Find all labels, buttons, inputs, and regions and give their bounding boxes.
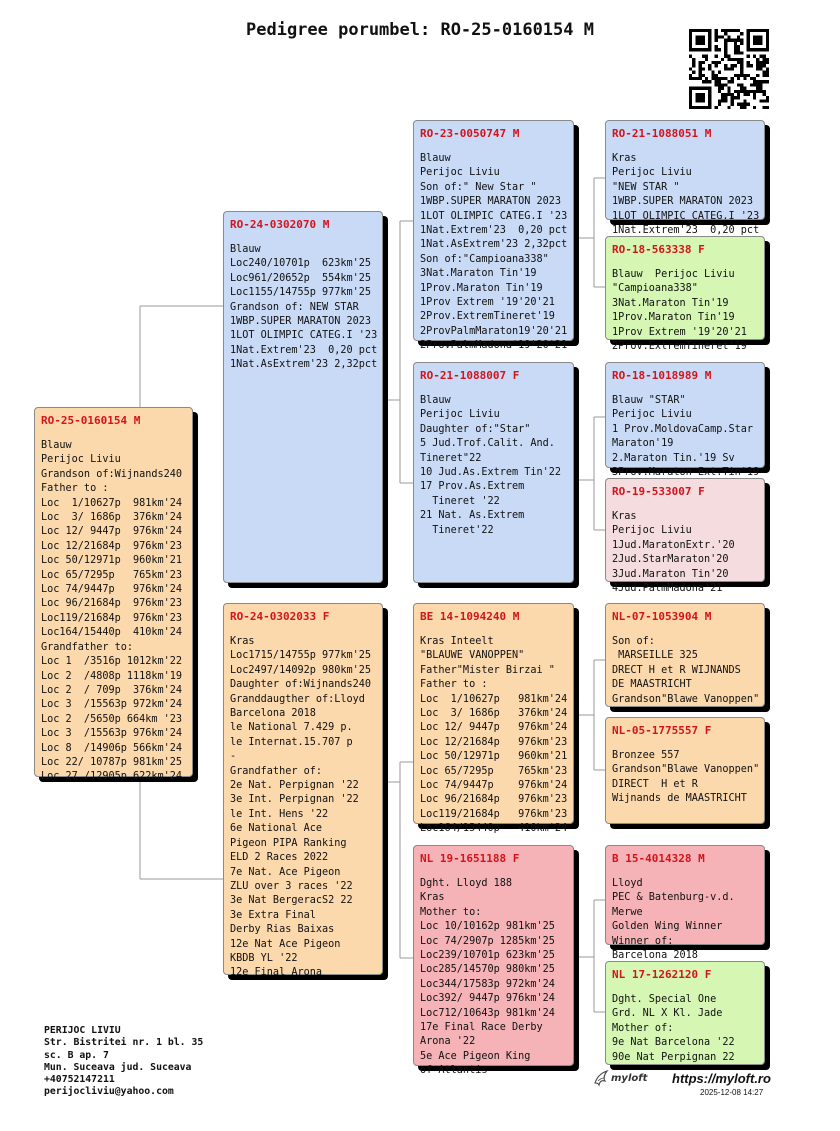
card-line: Grandson"Blawe Vanoppen" <box>612 764 760 776</box>
card-line: Daughter of:Wijnands240 <box>230 679 372 691</box>
card-line: 1Prov.Maraton Tin'19 <box>420 282 543 294</box>
card-line: Mother to: <box>420 906 482 918</box>
card-line: Blauw <box>41 440 72 451</box>
card-line: Wijnands de MAASTRICHT <box>612 793 747 805</box>
card-line: Loc 3/ 1686p 376km'24 <box>420 708 568 720</box>
card-line: Grandson"Blawe Vanoppen" <box>612 693 760 705</box>
card-sire-sire-sire[interactable] <box>605 120 765 237</box>
card-line: le Internat.15.707 p <box>230 736 353 748</box>
card-line: 1Prov.Maraton Tin'19 <box>612 312 735 324</box>
card-sire-sire-dam[interactable] <box>605 236 765 353</box>
card-line: Blauw Perijoc Liviu <box>612 269 735 280</box>
card-dam-sire[interactable] <box>413 603 574 835</box>
card-line: Father"Mister Birzai " <box>420 664 555 676</box>
card-line: 3e Int. Perpignan '22 <box>230 794 359 806</box>
card-line: Perijoc Liviu <box>612 525 692 537</box>
card-line: Kras <box>612 153 637 164</box>
card-line: 2e Nat. Perpignan '22 <box>230 780 359 792</box>
card-dam-dam[interactable] <box>413 845 574 1077</box>
card-line: 12e Final Arona <box>230 967 323 979</box>
card-dam-sire-dam[interactable] <box>605 717 765 824</box>
card-line: Loc 65/7295p 765km'23 <box>41 569 183 581</box>
card-line: 1LOT OLIMPIC CATEG.I '23 <box>612 210 760 222</box>
card-line: Loc 27 /12905p 622km'24 <box>41 771 183 783</box>
card-line: 1WBP.SUPER MARATON 2023 <box>230 316 372 328</box>
card-line: Granddaugther of:Lloyd <box>230 693 365 705</box>
owner-address <box>44 1025 203 1099</box>
card-line: Loc164/15440p 410km'24 <box>420 823 568 835</box>
ring-id: NL-05-1775557 F <box>612 724 712 737</box>
card-line: Blauw "STAR" <box>612 395 686 406</box>
card-line: Mother of: <box>612 1022 674 1034</box>
card-line: 1Nat.AsExtrem'23 2,32pct <box>230 359 378 371</box>
card-line: Loc392/ 9447p 976km'24 <box>420 993 555 1005</box>
card-dam-dam-sire[interactable] <box>605 845 765 962</box>
card-line: 3Nat.Maraton Tin'19 <box>612 297 729 309</box>
pigeon-logo-icon <box>593 1069 609 1087</box>
card-sire-dam-sire[interactable] <box>605 362 765 479</box>
card-line: le National 7.429 p. <box>230 722 353 734</box>
card-line: 3e Extra Final <box>230 909 316 921</box>
owner-line: Mun. Suceava jud. Suceava <box>44 1061 192 1073</box>
owner-line[interactable]: perijocliviu@yahoo.com <box>44 1086 174 1098</box>
card-line: Loc 96/21684p 976km'23 <box>420 794 568 806</box>
card-line: Loc 1/10627p 981km'24 <box>420 693 568 705</box>
card-line: Loc 12/ 9447p 976km'24 <box>420 722 568 734</box>
card-line: Loc2497/14092p 980km'25 <box>230 664 372 676</box>
card-line: Loc164/15440p 410km'24 <box>41 627 183 639</box>
card-sire-dam-dam[interactable] <box>605 478 765 595</box>
card-line: Loc 74/2907p 1285km'25 <box>420 935 555 947</box>
card-line: Loc 3/ 1686p 376km'24 <box>41 512 183 524</box>
ring-id: NL 17-1262120 F <box>612 968 712 981</box>
ring-id: RO-24-0302070 M <box>230 218 330 231</box>
card-line: Lloyd <box>612 878 643 889</box>
card-line: Loc 1 /3516p 1012km'22 <box>41 656 183 668</box>
card-line: Grandson of:Wijnands240 <box>41 468 183 480</box>
card-line: ELD 2 Races 2022 <box>230 852 329 864</box>
card-line: of Atlantis <box>420 1065 488 1077</box>
card-line: Loc 1/10627p 981km'24 <box>41 497 183 509</box>
card-line: 5e Ace Pigeon King <box>420 1050 531 1062</box>
page-title: Pedigree porumbel: RO-25-0160154 M <box>246 20 594 40</box>
card-sire[interactable] <box>223 211 383 583</box>
card-line: Perijoc Liviu <box>420 409 500 421</box>
card-line: Loc 2 /5650p 664km '23 <box>41 713 183 725</box>
ring-id: RO-21-1088007 F <box>420 369 520 382</box>
ring-id: RO-24-0302033 F <box>230 610 330 623</box>
card-line: Tineret'22 <box>420 524 494 536</box>
card-line: 1Nat.Extrem'23 0,20 pct <box>612 225 760 237</box>
card-line: Loc 12/21684p 976km'23 <box>420 736 568 748</box>
card-line: Perijoc Liviu <box>612 409 692 421</box>
card-line: Grd. NL X Kl. Jade <box>612 1008 723 1020</box>
card-line: 1WBP.SUPER MARATON 2023 <box>612 196 754 208</box>
card-line: 3Jud.Maraton Tin'20 <box>612 568 729 580</box>
card-line: Bronzee 557 <box>612 750 680 761</box>
card-line: 1LOT OLIMPIC CATEG.I '23 <box>230 330 378 342</box>
card-line: 6e National Ace <box>230 823 323 835</box>
card-line: Daughter of:"Star" <box>420 423 531 435</box>
card-line: Son of: <box>612 636 655 647</box>
card-line: 1Prov Extrem '19'20'21 <box>420 297 555 309</box>
card-line: 1Nat.Extrem'23 0,20 pct <box>230 344 378 356</box>
card-sire-dam[interactable] <box>413 362 574 583</box>
card-line: Loc 3 /15563p 976km'24 <box>41 728 183 740</box>
owner-line: +40752147211 <box>44 1074 115 1086</box>
myloft-logo[interactable] <box>593 1069 647 1087</box>
card-line: 3Prov.Maraton Ext.Tin'19 <box>612 467 760 479</box>
card-line: le Int. Hens '22 <box>230 808 329 820</box>
card-line: Grandfather of: <box>230 765 323 777</box>
ring-id: RO-19-533007 F <box>612 485 705 498</box>
card-line: Perijoc Liviu <box>41 454 121 466</box>
card-line: Loc 74/9447p 976km'24 <box>420 780 568 792</box>
card-line: 1Prov Extrem '19'20'21 <box>612 326 747 338</box>
card-line: Loc239/10701p 623km'25 <box>420 950 555 962</box>
card-line: 9e Nat Barcelona '22 <box>612 1037 735 1049</box>
card-line: 7e Nat. Ace Pigeon <box>230 866 341 878</box>
owner-line: PERIJOC LIVIU <box>44 1025 121 1036</box>
card-line: 3e Nat BergeracS2 22 <box>230 895 353 907</box>
ring-id: RO-23-0050747 M <box>420 127 520 140</box>
logo-text: myloft <box>611 1072 648 1084</box>
card-dam[interactable] <box>223 603 383 979</box>
card-line: 90e Nat Perpignan 22 <box>612 1051 735 1063</box>
card-line: Loc 50/12971p 960km'21 <box>420 751 568 763</box>
card-line: 2Jud.StarMaraton'20 <box>612 554 729 566</box>
card-line: 17 Prov.As.Extrem <box>420 481 525 493</box>
card-line: 2ProvPalmMaraton19'20'21 <box>420 325 568 337</box>
ring-id: RO-18-563338 F <box>612 243 705 256</box>
card-line: Loc 96/21684p 976km'23 <box>41 598 183 610</box>
ring-id: RO-21-1088051 M <box>612 127 712 140</box>
card-subject[interactable] <box>34 407 193 783</box>
card-line: DIRECT H et R <box>612 778 698 790</box>
card-line: 2Prov.ExtremTineret'19 <box>612 341 747 353</box>
card-line: 12e Nat Ace Pigeon <box>230 938 341 950</box>
card-line: Loc 2 /4808p 1118km'19 <box>41 670 183 682</box>
card-line: Loc 22/ 10787p 981km'25 <box>41 756 183 768</box>
card-line: Grandson of: NEW STAR <box>230 301 359 313</box>
card-dam-sire-sire[interactable] <box>605 603 765 707</box>
card-line: 21 Nat. As.Extrem <box>420 510 525 522</box>
card-line: Loc1155/14755p 977km'25 <box>230 287 372 299</box>
ring-id: BE 14-1094240 M <box>420 610 520 623</box>
card-line: Loc240/10701p 623km'25 <box>230 258 372 270</box>
card-line: 1Nat.Extrem'23 0,20 pct <box>420 225 568 237</box>
ring-id: B 15-4014328 M <box>612 852 705 865</box>
card-sire-sire[interactable] <box>413 120 574 352</box>
ring-id: NL-07-1053904 M <box>612 610 712 623</box>
card-line: - <box>230 751 237 763</box>
ring-id: RO-25-0160154 M <box>41 414 141 427</box>
card-line: Loc 8 /14906p 566km'24 <box>41 742 183 754</box>
card-line: Loc1715/14755p 977km'25 <box>230 650 372 662</box>
card-line: 17e Final Race Derby <box>420 1022 543 1034</box>
card-line: Loc 74/9447p 976km'24 <box>41 584 183 596</box>
card-line: Loc961/20652p 554km'25 <box>230 272 372 284</box>
owner-line: Str. Bistritei nr. 1 bl. 35 <box>44 1037 204 1049</box>
card-line: Maraton'19 <box>612 438 674 450</box>
card-line: 1 Prov.MoldovaCamp.Star <box>612 423 754 435</box>
timestamp: 2025-12-08 14:27 <box>700 1088 764 1097</box>
card-line: 5 Jud.Trof.Calit. And. <box>420 438 555 450</box>
card-line: Arona '22 <box>420 1036 476 1048</box>
card-line: Loc119/21684p 976km'23 <box>420 808 568 820</box>
card-line: PEC & Batenburg-v.d. <box>612 892 735 904</box>
card-line: Blauw <box>420 395 451 406</box>
card-line: DRECT H et R WIJNANDS <box>612 664 741 676</box>
card-line: Kras <box>420 892 445 904</box>
owner-line: sc. B ap. 7 <box>44 1049 109 1061</box>
card-line: Winner of: <box>612 935 674 947</box>
card-line: Loc 2 / 709p 376km'24 <box>41 684 183 696</box>
card-line: 1WBP.SUPER MARATON 2023 <box>420 196 562 208</box>
card-line: Loc 12/21684p 976km'23 <box>41 540 183 552</box>
card-line: 10 Jud.As.Extrem Tin'22 <box>420 467 562 479</box>
card-dam-dam-dam[interactable] <box>605 961 765 1065</box>
card-line: Son of:"Campioana338" <box>420 253 549 265</box>
card-line: 1LOT OLIMPIC CATEG.I '23 <box>420 210 568 222</box>
card-line: Loc 12/ 9447p 976km'24 <box>41 526 183 538</box>
ring-id: RO-18-1018989 M <box>612 369 712 382</box>
card-line: DE MAASTRICHT <box>612 679 692 691</box>
card-line: Loc119/21684p 976km'23 <box>41 612 183 624</box>
card-line: 4Jud.PalmMadona'21 <box>612 583 723 595</box>
card-line: Derby Rias Baixas <box>230 924 335 936</box>
card-line: Barcelona 2018 <box>230 708 316 720</box>
card-line: Kras <box>230 636 255 647</box>
card-line: Loc 65/7295p 765km'23 <box>420 765 568 777</box>
card-line: Kras Inteelt <box>420 636 494 647</box>
card-line: Dght. Special One <box>612 994 717 1005</box>
card-line: Father to : <box>41 483 109 495</box>
card-line: Tineret '22 <box>420 495 500 507</box>
card-line: Tineret"22 <box>420 452 482 464</box>
card-line: Perijoc Liviu <box>612 167 692 179</box>
card-line: Loc 10/10162p 981km'25 <box>420 921 555 933</box>
card-line: Perijoc Liviu <box>420 167 500 179</box>
website-link[interactable]: https://myloft.ro <box>672 1071 771 1086</box>
card-line: Loc712/10643p 981km'24 <box>420 1007 555 1019</box>
card-line: Grandfather to: <box>41 641 134 653</box>
card-line: Blauw <box>230 244 261 255</box>
card-line: Loc 3 /15563p 972km'24 <box>41 699 183 711</box>
card-line: 3Nat.Maraton Tin'19 <box>420 268 537 280</box>
card-line: 2ProvPalmMadona'19'20'21 <box>420 340 568 352</box>
card-line: "BLAUWE VANOPPEN" <box>420 650 525 662</box>
card-line: Pigeon PIPA Ranking <box>230 837 347 849</box>
card-line: Merwe <box>612 906 643 918</box>
card-line: Father to : <box>420 679 488 691</box>
card-line: 1Jud.MaratonExtr.'20 <box>612 539 735 551</box>
card-line: Son of:" New Star " <box>420 181 537 193</box>
card-line: Loc285/14570p 980km'25 <box>420 964 555 976</box>
card-line: Barcelona 2018 <box>612 950 698 962</box>
card-line: Loc 50/12971p 960km'21 <box>41 555 183 567</box>
card-line: ZLU over 3 races '22 <box>230 880 353 892</box>
card-line: KBDB YL '22 <box>230 952 298 964</box>
card-line: "Campioana338" <box>612 283 698 295</box>
ring-id: NL 19-1651188 F <box>420 852 520 865</box>
card-line: 2.Maraton Tin.'19 Sv <box>612 452 735 464</box>
card-line: 1Nat.AsExtrem'23 2,32pct <box>420 239 568 251</box>
card-line: Loc344/17583p 972km'24 <box>420 978 555 990</box>
card-line: 2Prov.ExtremTineret'19 <box>420 311 555 323</box>
card-line: Kras <box>612 511 637 522</box>
card-line: MARSEILLE 325 <box>612 650 698 662</box>
card-line: Blauw <box>420 153 451 164</box>
card-line: Golden Wing Winner <box>612 921 723 933</box>
card-line: "NEW STAR " <box>612 181 680 193</box>
card-line: Dght. Lloyd 188 <box>420 878 513 889</box>
